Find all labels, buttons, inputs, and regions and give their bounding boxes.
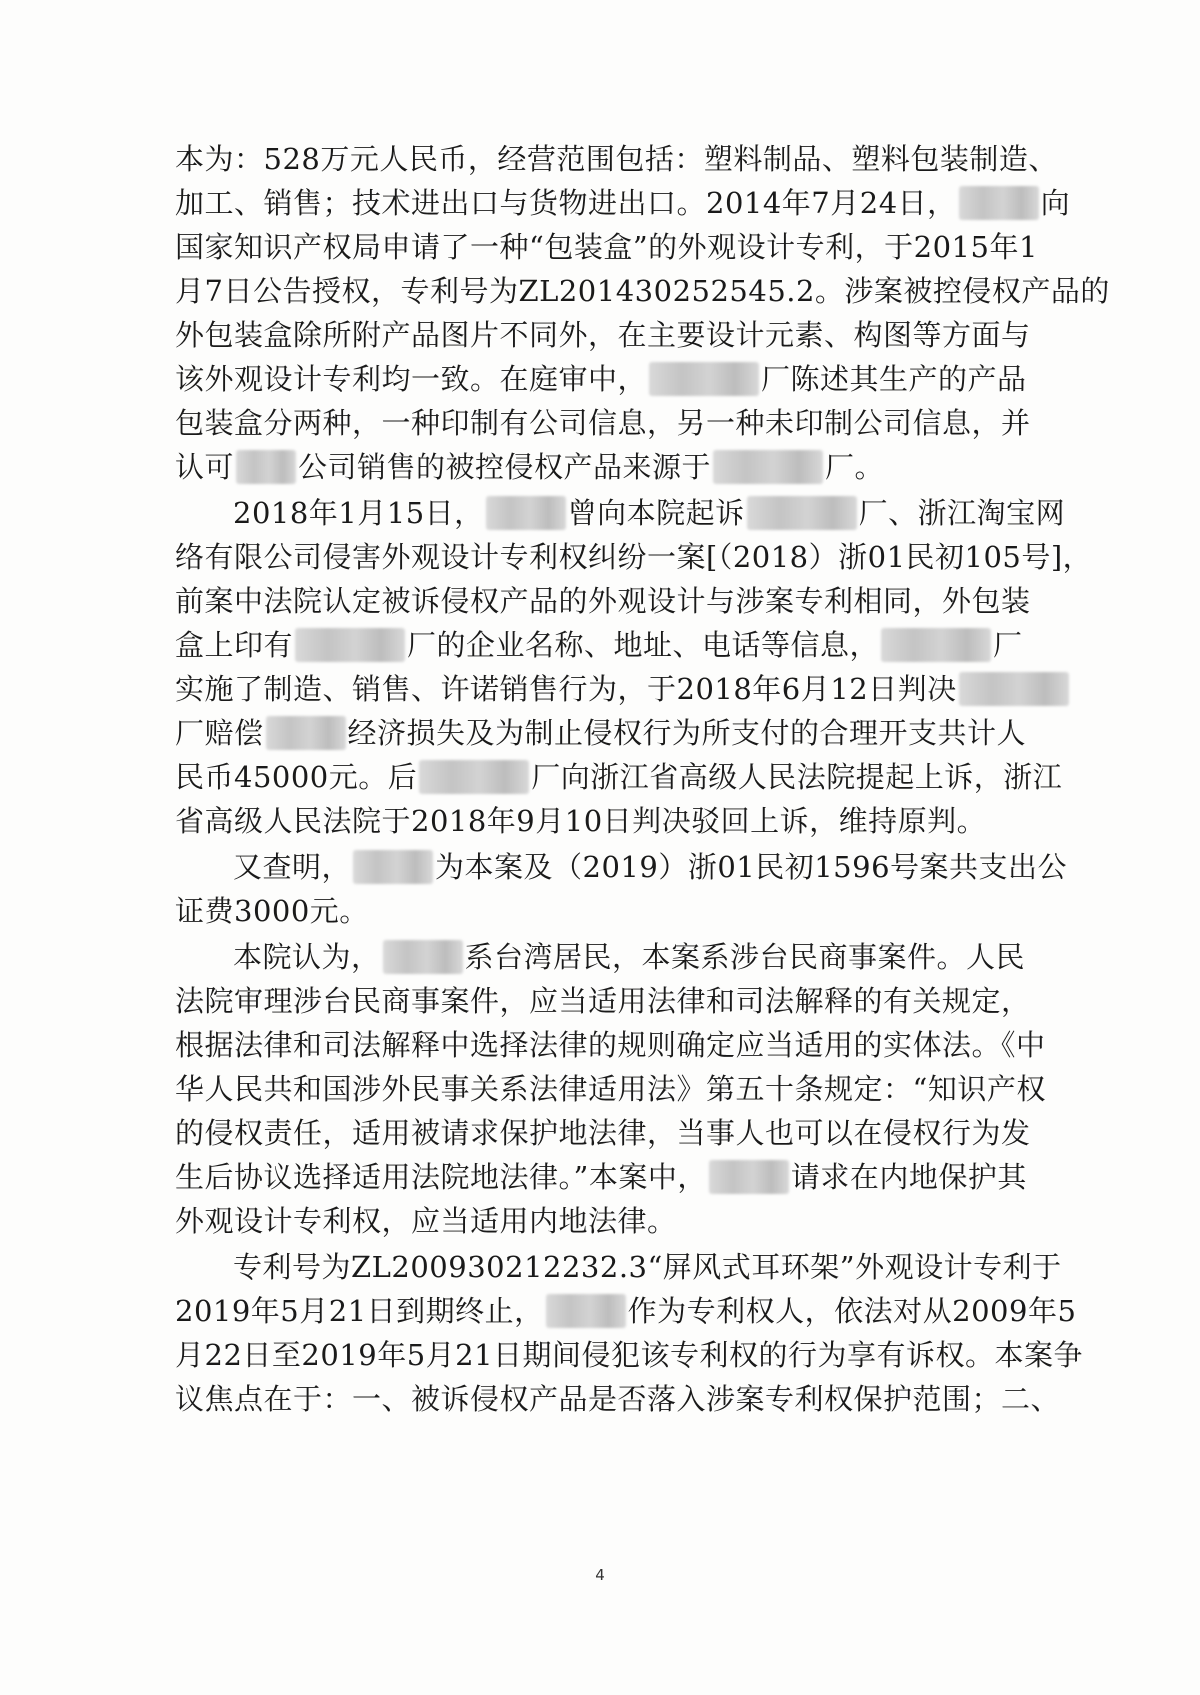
redacted-name	[236, 450, 296, 484]
text-span: 加工、销售；技术进出口与货物进出口。2014年7月24日，	[175, 186, 957, 220]
text-span: 公司销售的被控侵权产品来源于	[298, 450, 712, 484]
text-line	[175, 753, 1065, 801]
text-span: 厂陈述其生产的产品	[761, 362, 1027, 396]
text-span: 外观设计专利权，应当适用内地法律。	[175, 1204, 677, 1238]
text-line	[233, 843, 1068, 891]
redacted-name	[546, 1294, 626, 1328]
text-span: 厂赔偿	[175, 716, 264, 750]
text-span: 络有限公司侵害外观设计专利权纠纷一案[（2018）浙01民初105号]，	[175, 540, 1093, 574]
text-span: 华人民共和国涉外民事关系法律适用法》第五十条规定：“知识产权	[175, 1072, 1046, 1106]
text-span: 盒上印有	[175, 628, 294, 662]
redacted-name	[959, 672, 1069, 706]
text-line	[233, 1243, 1065, 1291]
text-span: 曾向本院起诉	[567, 496, 745, 530]
text-span: 2018年1月15日，	[233, 496, 484, 530]
text-span: 本院认为，	[233, 940, 381, 974]
redacted-name	[266, 716, 346, 750]
text-span: 该外观设计专利均一致。在庭审中，	[175, 362, 648, 396]
text-line	[175, 1021, 1065, 1069]
text-span: 证费3000元。	[175, 894, 369, 928]
text-span: 国家知识产权局申请了一种“包装盒”的外观设计专利，于2015年1	[175, 230, 1038, 264]
text-line	[175, 1153, 1065, 1201]
text-span: 作为专利权人，依法对从2009年5	[627, 1294, 1077, 1328]
redacted-name	[747, 496, 857, 530]
text-span: 专利号为ZL200930212232.3“屏风式耳环架”外观设计专利于	[233, 1250, 1062, 1284]
text-span: 厂的企业名称、地址、电话等信息，	[407, 628, 880, 662]
text-span: 外包装盒除所附产品图片不同外，在主要设计元素、构图等方面与	[175, 318, 1031, 352]
text-span: 经济损失及为制止侵权行为所支付的合理开支共计人	[347, 716, 1027, 750]
redacted-name	[383, 940, 463, 974]
text-span: 法院审理涉台民商事案件，应当适用法律和司法解释的有关规定，	[175, 984, 1031, 1018]
text-line	[175, 1375, 1065, 1423]
text-line	[233, 489, 1065, 537]
text-line	[175, 577, 1065, 625]
redacted-name	[486, 496, 566, 530]
redacted-name	[713, 450, 823, 484]
redacted-name	[295, 628, 405, 662]
text-line	[175, 1065, 1065, 1113]
text-span: 2019年5月21日到期终止，	[175, 1294, 544, 1328]
text-span: 厂、浙江淘宝网	[858, 496, 1066, 530]
text-line	[175, 223, 1065, 271]
text-line	[175, 179, 1071, 227]
text-line	[175, 533, 1093, 581]
text-span: 厂	[993, 628, 1023, 662]
text-line	[233, 933, 1065, 981]
text-line	[175, 1287, 1077, 1335]
text-line	[175, 1331, 1084, 1379]
redacted-name	[709, 1160, 789, 1194]
text-line	[175, 797, 1065, 845]
text-line	[175, 135, 1065, 183]
text-line	[175, 1197, 1065, 1245]
text-line	[175, 887, 1065, 935]
text-span: 生后协议选择适用法院地法律。”本案中，	[175, 1160, 707, 1194]
redacted-name	[353, 850, 433, 884]
page-number: 4	[595, 1566, 605, 1584]
text-span: 包装盒分两种，一种印制有公司信息，另一种未印制公司信息，并	[175, 406, 1031, 440]
text-span: 月22日至2019年5月21日期间侵犯该专利权的行为享有诉权。本案争	[175, 1338, 1084, 1372]
text-line	[175, 311, 1065, 359]
text-span: 厂。	[825, 450, 885, 484]
text-span: 向	[1040, 186, 1071, 220]
text-span: 认可	[175, 450, 235, 484]
text-line	[175, 1109, 1065, 1157]
text-span: 实施了制造、销售、许诺销售行为，于2018年6月12日判决	[175, 672, 957, 706]
text-span: 系台湾居民，本案系涉台民商事案件。人民	[464, 940, 1026, 974]
text-span: 民币45000元。后	[175, 760, 418, 794]
text-line	[175, 443, 1065, 491]
text-span: 根据法律和司法解释中选择法律的规则确定应当适用的实体法。《中	[175, 1028, 1046, 1062]
text-span: 为本案及（2019）浙01民初1596号案共支出公	[435, 850, 1068, 884]
text-line	[175, 267, 1110, 315]
redacted-name	[649, 362, 759, 396]
text-span: 本为：528万元人民币，经营范围包括：塑料制品、塑料包装制造、	[175, 142, 1058, 176]
text-span: 月7日公告授权，专利号为ZL201430252545.2。涉案被控侵权产品的	[175, 274, 1110, 308]
text-line	[175, 665, 1065, 713]
text-line	[175, 399, 1065, 447]
redacted-name	[881, 628, 991, 662]
text-span: 又查明，	[233, 850, 352, 884]
text-span: 议焦点在于：一、被诉侵权产品是否落入涉案专利权保护范围；二、	[175, 1382, 1061, 1416]
redacted-name	[419, 760, 529, 794]
text-span: 省高级人民法院于2018年9月10日判决驳回上诉，维持原判。	[175, 804, 987, 838]
text-span: 厂向浙江省高级人民法院提起上诉，浙江	[531, 760, 1063, 794]
text-span: 的侵权责任，适用被请求保护地法律，当事人也可以在侵权行为发	[175, 1116, 1031, 1150]
text-line	[175, 977, 1065, 1025]
text-span: 前案中法院认定被诉侵权产品的外观设计与涉案专利相同，外包装	[175, 584, 1031, 618]
text-line	[175, 709, 1065, 757]
text-line	[175, 621, 1065, 669]
redacted-name	[959, 186, 1039, 220]
text-line	[175, 355, 1065, 403]
text-span: 请求在内地保护其	[790, 1160, 1027, 1194]
